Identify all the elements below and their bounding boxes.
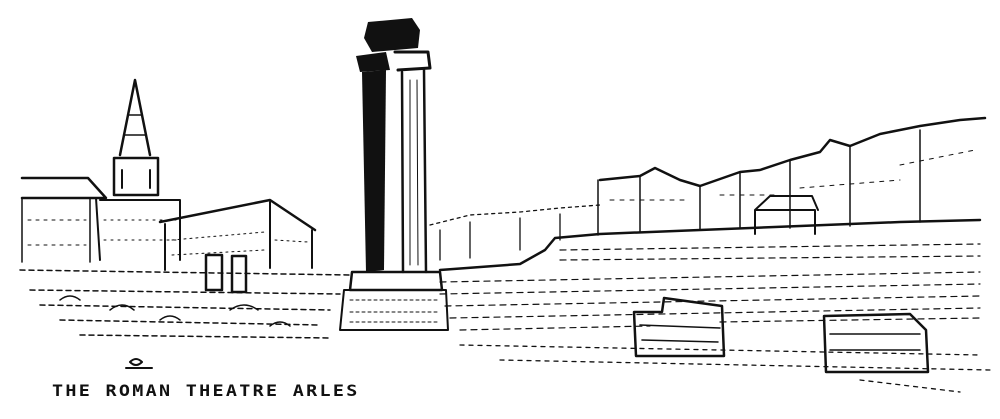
- artist-monogram: [126, 359, 152, 368]
- distant-buildings: [430, 205, 600, 260]
- distant-town-wall: [598, 118, 985, 235]
- left-house: [22, 178, 106, 262]
- caption: THE ROMAN THEATRE ARLES: [52, 381, 360, 400]
- ruins-left: [20, 255, 350, 338]
- corinthian-columns: [340, 18, 448, 330]
- ruins-right: [460, 298, 990, 392]
- gabled-building: [160, 200, 315, 270]
- church-steeple: [96, 80, 180, 260]
